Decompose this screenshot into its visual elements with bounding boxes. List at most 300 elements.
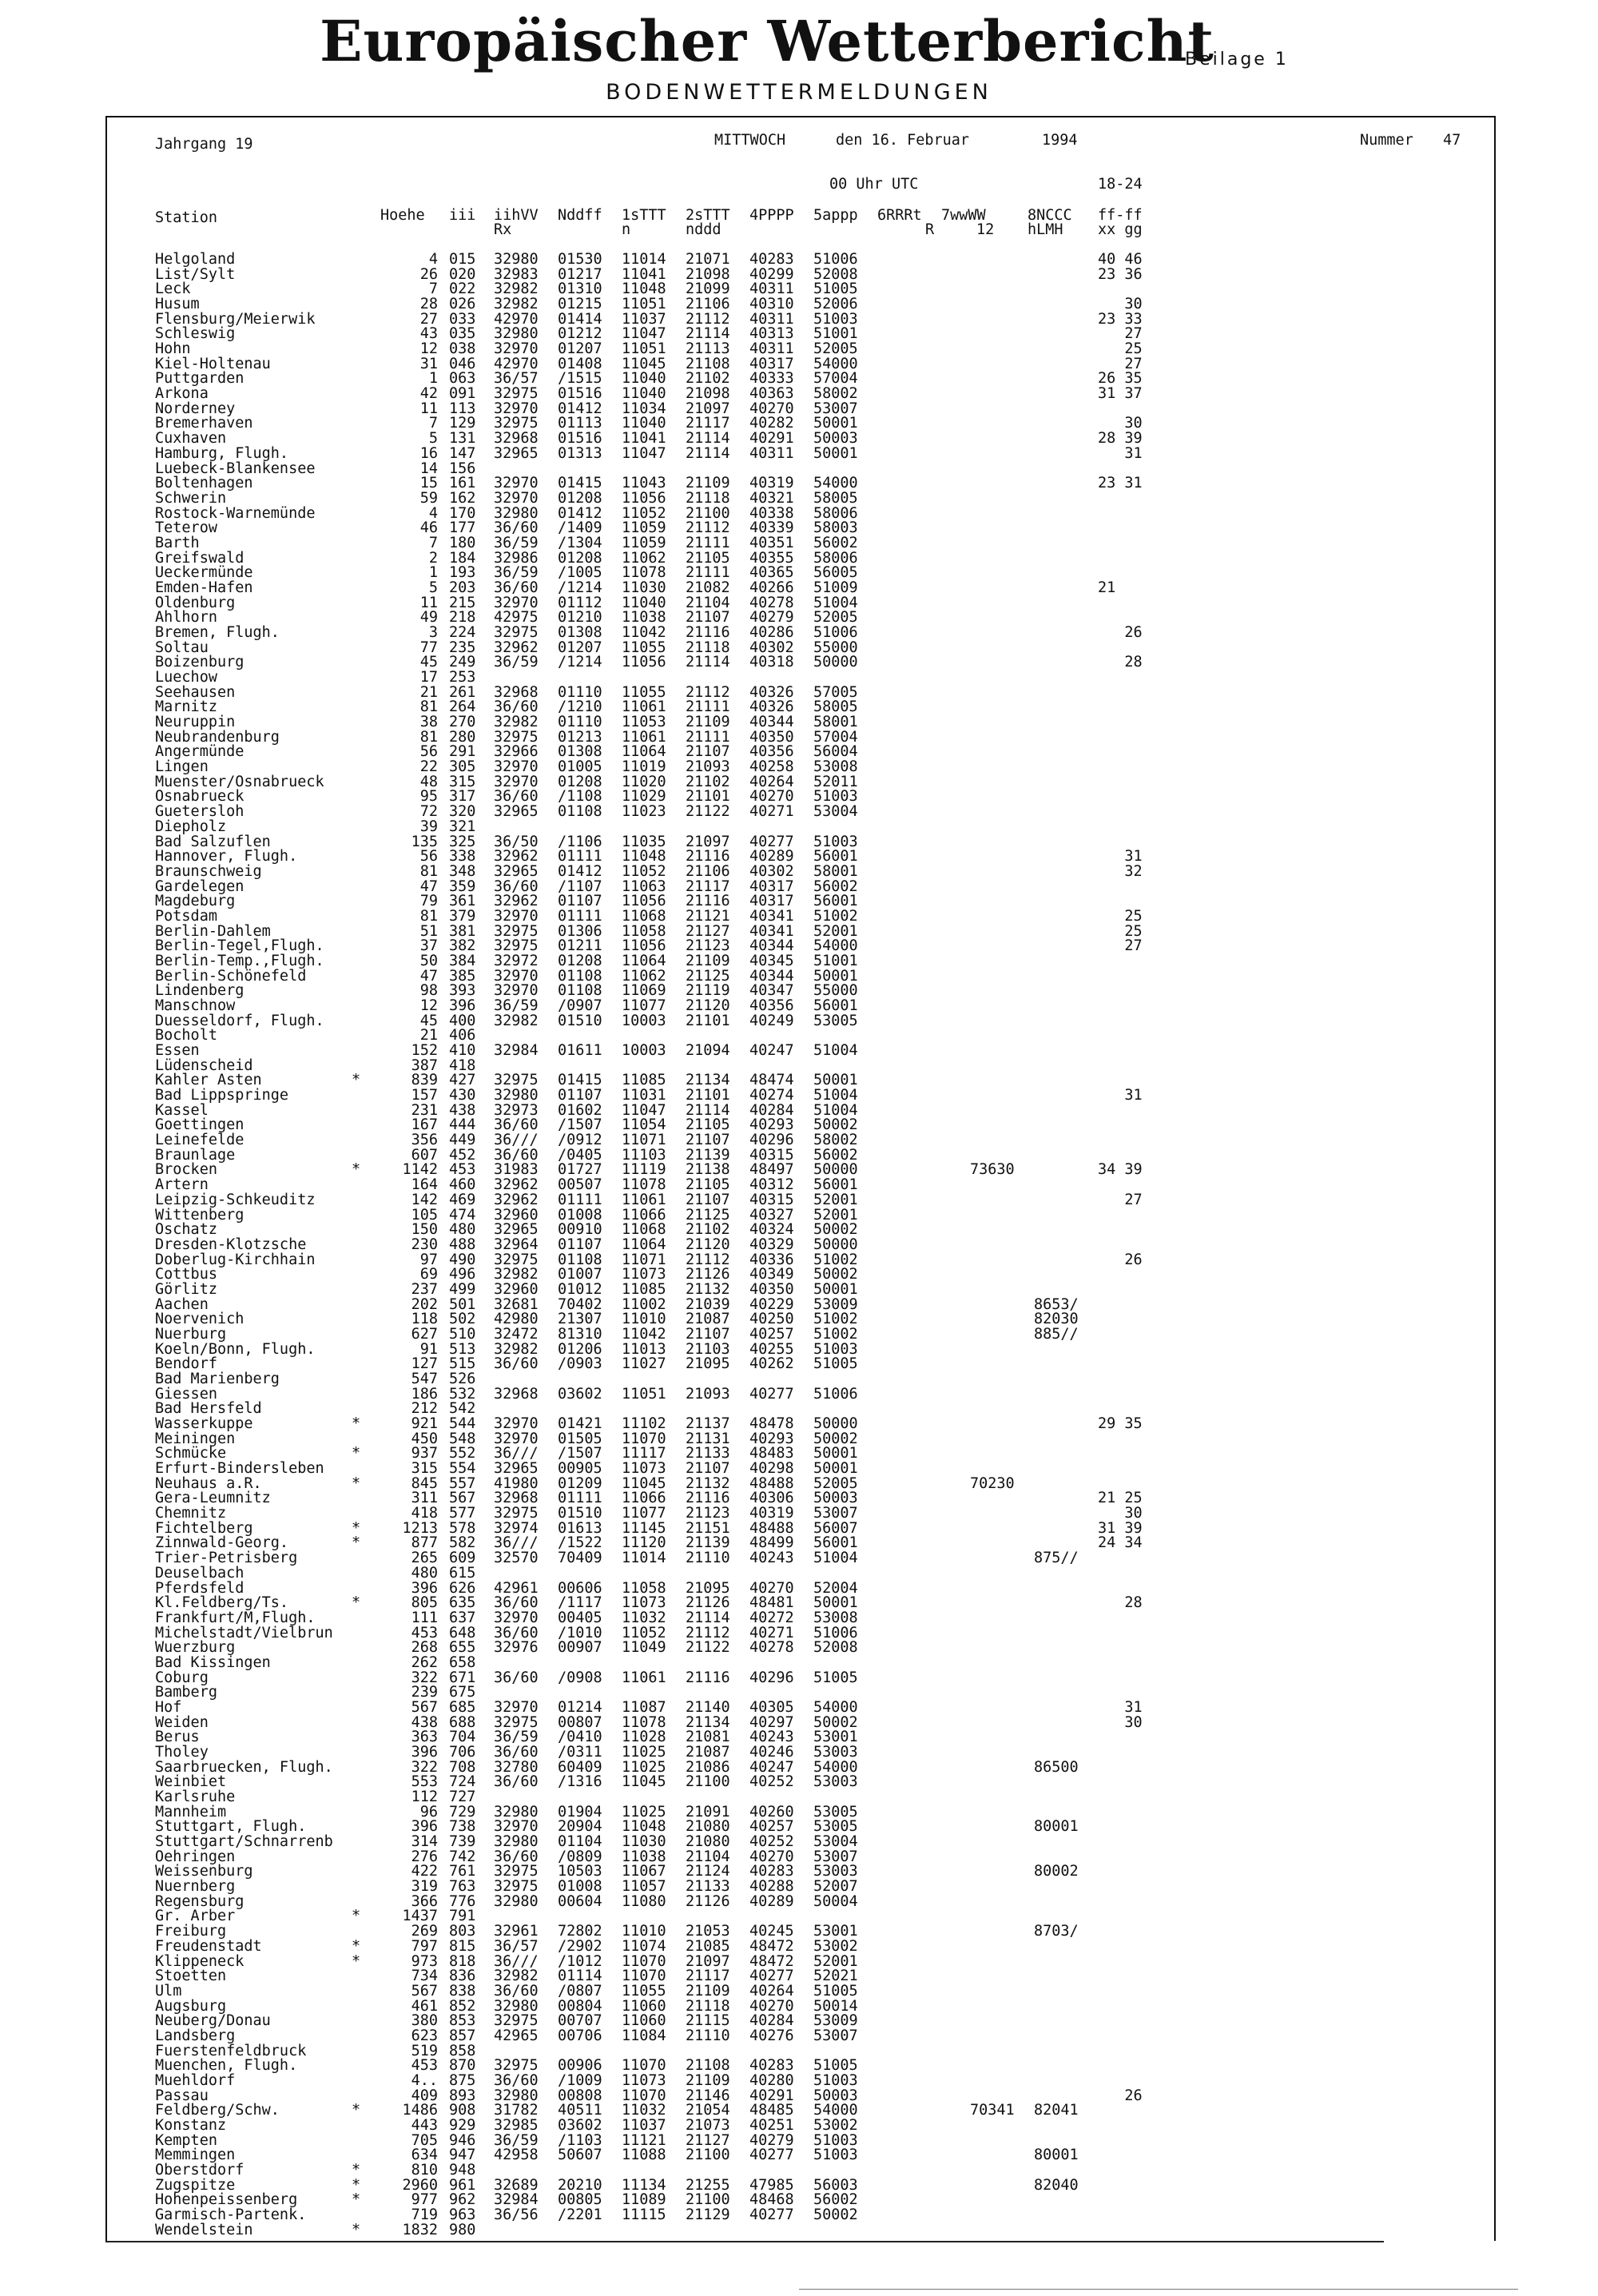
station-name: Saarbruecken, Flugh.	[155, 1758, 333, 1776]
station-name: Kl.Feldberg/Ts.	[155, 1594, 289, 1612]
cell-8nccc: 82030	[1034, 1311, 1079, 1328]
cell-nddff: /1210	[558, 698, 602, 716]
station-index: 658	[449, 1653, 476, 1671]
cell-1sttt: 11061	[622, 1191, 666, 1208]
cell-4pppp: 40283	[749, 251, 794, 268]
cell-8nccc: 8703/	[1034, 1923, 1079, 1940]
station-name: Magdeburg	[155, 893, 236, 910]
cell-2sttt: 21111	[686, 564, 730, 582]
cell-4pppp: 40313	[749, 325, 794, 343]
station-name: Neuberg/Donau	[155, 2012, 271, 2030]
station-name: Soltau	[155, 639, 209, 656]
cell-iihvv: 36/57	[494, 370, 539, 388]
station-name: Wendelstein	[155, 2221, 253, 2238]
cell-nddff: /1012	[558, 1952, 602, 1970]
cell-5appp: 58001	[813, 862, 858, 880]
cell-iihvv: 32970	[494, 1415, 539, 1433]
station-height: 7	[428, 534, 438, 551]
cell-2sttt: 21123	[686, 1505, 730, 1522]
cell-1sttt: 11103	[622, 1146, 666, 1164]
cell-iihvv: 32962	[494, 639, 539, 656]
cell-1sttt: 11052	[622, 862, 666, 880]
station-index: 033	[449, 310, 476, 328]
col-iii: iii	[449, 207, 476, 224]
station-height: 262	[411, 1653, 438, 1671]
cell-nddff: /1117	[558, 1594, 602, 1612]
cell-nddff: 00906	[558, 2057, 602, 2075]
station-name: Flensburg/Meierwik	[155, 310, 316, 328]
cell-ff: 23 36	[1098, 265, 1143, 283]
cell-nddff: 01306	[558, 922, 602, 940]
col-7wwww-sub: 12	[976, 221, 995, 238]
cell-4pppp: 40278	[749, 594, 794, 611]
cell-4pppp: 40270	[749, 1997, 794, 2015]
cell-5appp: 51004	[813, 1042, 858, 1060]
cell-ff: 25	[1098, 907, 1143, 925]
station-index: 320	[449, 803, 476, 821]
cell-4pppp: 40272	[749, 1609, 794, 1626]
cell-4pppp: 40277	[749, 833, 794, 850]
cell-iihvv: 32970	[494, 758, 539, 776]
cell-nddff: 01113	[558, 415, 602, 432]
cell-nddff: 01408	[558, 355, 602, 372]
station-index: 496	[449, 1266, 476, 1283]
cell-iihvv: 32970	[494, 400, 539, 417]
station-name: Arkona	[155, 385, 209, 403]
station-name: Oldenburg	[155, 594, 236, 611]
mountain-mark: *	[352, 1908, 361, 1925]
cell-2sttt: 21097	[686, 1952, 730, 1970]
cell-4pppp: 40333	[749, 370, 794, 388]
station-name: Michelstadt/Vielbrun	[155, 1624, 333, 1641]
cell-5appp: 50004	[813, 1892, 858, 1910]
station-name: Oschatz	[155, 1221, 217, 1239]
cell-2sttt: 21106	[686, 296, 730, 313]
station-index: 444	[449, 1116, 476, 1134]
cell-4pppp: 40291	[749, 430, 794, 448]
cell-5appp: 50000	[813, 1236, 858, 1253]
cell-2sttt: 21098	[686, 385, 730, 403]
cell-2sttt: 21109	[686, 2071, 730, 2089]
cell-5appp: 53007	[813, 1848, 858, 1865]
cell-2sttt: 21114	[686, 430, 730, 448]
cell-4pppp: 40257	[749, 1325, 794, 1343]
cell-5appp: 52005	[813, 609, 858, 627]
cell-8nccc: 80001	[1034, 2147, 1079, 2164]
station-name: List/Sylt	[155, 265, 236, 283]
cell-1sttt: 11060	[622, 1997, 666, 2015]
cell-1sttt: 11088	[622, 2147, 666, 2164]
cell-nddff: 01213	[558, 728, 602, 746]
cell-1sttt: 11085	[622, 1072, 666, 1089]
cell-5appp: 53005	[813, 1803, 858, 1820]
cell-1sttt: 11051	[622, 340, 666, 358]
cell-ff: 26	[1098, 624, 1143, 641]
station-index: 170	[449, 504, 476, 522]
cell-nddff: 72802	[558, 1923, 602, 1940]
station-index: 870	[449, 2057, 476, 2075]
station-name: Bamberg	[155, 1684, 217, 1701]
station-index: 113	[449, 400, 476, 417]
cell-1sttt: 11102	[622, 1415, 666, 1433]
cell-iihvv: 32975	[494, 937, 539, 955]
station-index: 321	[449, 818, 476, 835]
cell-5appp: 53007	[813, 2027, 858, 2044]
station-name: Boltenhagen	[155, 475, 253, 492]
station-name: Greifswald	[155, 549, 244, 567]
station-index: 948	[449, 2162, 476, 2179]
cell-nddff: 01111	[558, 848, 602, 865]
station-height: 387	[411, 1056, 438, 1074]
cell-iihvv: 32970	[494, 1818, 539, 1836]
cell-nddff: 01111	[558, 1191, 602, 1208]
cell-iihvv: 32984	[494, 1042, 539, 1060]
cell-4pppp: 40319	[749, 1505, 794, 1522]
cell-iihvv: 32972	[494, 952, 539, 969]
station-name: Memmingen	[155, 2147, 236, 2164]
station-height: 634	[411, 2147, 438, 2164]
station-name: Gr. Arber	[155, 1908, 236, 1925]
cell-iihvv: 36/59	[494, 654, 539, 671]
cell-1sttt: 11061	[622, 698, 666, 716]
cell-1sttt: 11056	[622, 654, 666, 671]
mountain-mark: *	[352, 1937, 361, 1955]
station-name: Görlitz	[155, 1280, 217, 1298]
station-index: 763	[449, 1878, 476, 1896]
cell-1sttt: 11059	[622, 519, 666, 537]
station-index: 270	[449, 714, 476, 731]
cell-nddff: /1103	[558, 2131, 602, 2149]
cell-4pppp: 40247	[749, 1758, 794, 1776]
cell-ff: 25	[1098, 340, 1143, 358]
cell-5appp: 51003	[813, 310, 858, 328]
col-8nccc-sub: hLMH	[1028, 221, 1063, 238]
mountain-mark: *	[352, 1952, 361, 1970]
cell-1sttt: 11049	[622, 1639, 666, 1657]
cell-5appp: 50002	[813, 1713, 858, 1731]
station-name: Boizenburg	[155, 654, 244, 671]
cell-ff: 28 39	[1098, 430, 1143, 448]
cell-1sttt: 11077	[622, 1505, 666, 1522]
cell-iihvv: 32982	[494, 281, 539, 298]
station-name: Schleswig	[155, 325, 236, 343]
station-height: 42	[419, 385, 438, 403]
cell-1sttt: 11056	[622, 893, 666, 910]
cell-2sttt: 21039	[686, 1295, 730, 1313]
station-index: 838	[449, 1982, 476, 2000]
station-name: Bad Kissingen	[155, 1653, 271, 1671]
cell-ff: 27	[1098, 1191, 1143, 1208]
cell-4pppp: 40326	[749, 698, 794, 716]
station-name: Schwerin	[155, 489, 227, 507]
cell-1sttt: 11019	[622, 758, 666, 776]
cell-5appp: 53007	[813, 400, 858, 417]
cell-2sttt: 21133	[686, 1445, 730, 1462]
station-index: 400	[449, 1012, 476, 1029]
cell-4pppp: 40336	[749, 1251, 794, 1268]
cell-4pppp: 40260	[749, 1803, 794, 1820]
station-height: 230	[411, 1236, 438, 1253]
station-name: Doberlug-Kirchhain	[155, 1251, 316, 1268]
station-name: Meiningen	[155, 1430, 236, 1447]
cell-2sttt: 21091	[686, 1803, 730, 1820]
station-name: Stoetten	[155, 1968, 227, 1985]
supplement-label: Beilage 1	[1185, 50, 1289, 70]
station-name: Puttgarden	[155, 370, 244, 388]
station-name: Deuselbach	[155, 1564, 244, 1582]
cell-4pppp: 40351	[749, 534, 794, 551]
cell-iihvv: 32985	[494, 2117, 539, 2134]
station-name: Gera-Leumnitz	[155, 1490, 271, 1507]
cell-ff: 28	[1098, 1594, 1143, 1612]
station-name: Norderney	[155, 400, 236, 417]
cell-1sttt: 11070	[622, 1968, 666, 1985]
station-index: 548	[449, 1430, 476, 1447]
cell-4pppp: 40317	[749, 355, 794, 372]
cell-4pppp: 40243	[749, 1550, 794, 1567]
cell-5appp: 56002	[813, 2191, 858, 2209]
cell-nddff: 00706	[558, 2027, 602, 2044]
station-index: 963	[449, 2206, 476, 2224]
cell-5appp: 51002	[813, 1325, 858, 1343]
cell-1sttt: 11025	[622, 1744, 666, 1761]
station-height: 142	[411, 1191, 438, 1208]
cell-5appp: 51006	[813, 624, 858, 641]
cell-5appp: 52006	[813, 296, 858, 313]
cell-4pppp: 40255	[749, 1340, 794, 1358]
station-index: 348	[449, 862, 476, 880]
station-name: Brocken	[155, 1161, 217, 1179]
station-height: 5	[428, 579, 438, 596]
station-name: Osnabrueck	[155, 788, 244, 806]
cell-ff: 40 46	[1098, 251, 1143, 268]
station-name: Noervenich	[155, 1311, 244, 1328]
cell-nddff: 01412	[558, 862, 602, 880]
station-index: 317	[449, 788, 476, 806]
station-height: 627	[411, 1325, 438, 1343]
station-name: Leinefelde	[155, 1132, 244, 1149]
cell-2sttt: 21112	[686, 310, 730, 328]
cell-2sttt: 21093	[686, 1385, 730, 1403]
cell-2sttt: 21081	[686, 1729, 730, 1746]
cell-4pppp: 40311	[749, 444, 794, 462]
cell-iihvv: 42958	[494, 2147, 539, 2164]
cell-iihvv: 32962	[494, 1191, 539, 1208]
cell-2sttt: 21102	[686, 370, 730, 388]
cell-iihvv: 32970	[494, 340, 539, 358]
station-index: 688	[449, 1713, 476, 1731]
cell-8nccc: 885//	[1034, 1325, 1079, 1343]
cell-4pppp: 40286	[749, 624, 794, 641]
cell-2sttt: 21134	[686, 1072, 730, 1089]
cell-nddff: /1010	[558, 1624, 602, 1641]
cell-nddff: 00808	[558, 2087, 602, 2104]
cell-5appp: 58006	[813, 504, 858, 522]
station-height: 59	[419, 489, 438, 507]
cell-4pppp: 40258	[749, 758, 794, 776]
cell-nddff: 01110	[558, 683, 602, 701]
station-index: 567	[449, 1490, 476, 1507]
cell-nddff: 01005	[558, 758, 602, 776]
cell-iihvv: 42970	[494, 355, 539, 372]
cell-2sttt: 21094	[686, 1042, 730, 1060]
cell-5appp: 56001	[813, 1534, 858, 1552]
cell-2sttt: 21080	[686, 1833, 730, 1851]
cell-5appp: 53009	[813, 1295, 858, 1313]
station-name: Luebeck-Blankensee	[155, 460, 316, 477]
station-index: 361	[449, 893, 476, 910]
cell-iihvv: 32980	[494, 1833, 539, 1851]
cell-4pppp: 40355	[749, 549, 794, 567]
station-name: Fichtelberg	[155, 1519, 253, 1537]
cell-1sttt: 11048	[622, 1818, 666, 1836]
cell-5appp: 58006	[813, 549, 858, 567]
cell-4pppp: 48474	[749, 1072, 794, 1089]
cell-1sttt: 11040	[622, 385, 666, 403]
cell-1sttt: 11020	[622, 773, 666, 790]
station-index: 544	[449, 1415, 476, 1433]
cell-1sttt: 11078	[622, 1176, 666, 1194]
cell-iihvv: 32975	[494, 385, 539, 403]
station-index: 218	[449, 609, 476, 627]
station-index: 385	[449, 967, 476, 985]
cell-nddff: 01412	[558, 400, 602, 417]
cell-nddff: 01107	[558, 1087, 602, 1104]
cell-4pppp: 40229	[749, 1295, 794, 1313]
cell-2sttt: 21097	[686, 833, 730, 850]
station-index: 381	[449, 922, 476, 940]
station-height: 567	[411, 1982, 438, 2000]
cell-8nccc: 875//	[1034, 1550, 1079, 1567]
cell-iihvv: 36/60	[494, 1744, 539, 1761]
cell-iihvv: 32962	[494, 893, 539, 910]
station-index: 022	[449, 281, 476, 298]
col-iihvv-sub: Rx	[494, 221, 512, 238]
cell-nddff: /2201	[558, 2206, 602, 2224]
station-height: 937	[411, 1445, 438, 1462]
cell-iihvv: 36/60	[494, 1355, 539, 1373]
cell-4pppp: 40356	[749, 997, 794, 1014]
cell-iihvv: 36/59	[494, 1729, 539, 1746]
cell-2sttt: 21086	[686, 1758, 730, 1776]
station-height: 28	[419, 296, 438, 313]
station-index: 742	[449, 1848, 476, 1865]
cell-2sttt: 21108	[686, 2057, 730, 2075]
station-height: 921	[411, 1415, 438, 1433]
cell-5appp: 51002	[813, 1251, 858, 1268]
station-name: Potsdam	[155, 907, 217, 925]
col-nddff: Nddff	[558, 207, 602, 224]
cell-1sttt: 11041	[622, 430, 666, 448]
cell-nddff: 01215	[558, 296, 602, 313]
cell-iihvv: 32980	[494, 1997, 539, 2015]
station-name: Seehausen	[155, 683, 236, 701]
cell-iihvv: 36/60	[494, 519, 539, 537]
station-height: 56	[419, 848, 438, 865]
cell-iihvv: 36///	[494, 1445, 539, 1462]
col-7wwww: 7wwWW	[941, 207, 986, 224]
cell-1sttt: 11002	[622, 1295, 666, 1313]
station-index: 671	[449, 1669, 476, 1686]
cell-nddff: 00807	[558, 1713, 602, 1731]
cell-7wwww: 70230	[970, 1474, 1015, 1492]
cell-ff: 30	[1098, 1505, 1143, 1522]
cell-1sttt: 11042	[622, 624, 666, 641]
cell-5appp: 54000	[813, 355, 858, 372]
station-index: 685	[449, 1698, 476, 1716]
cell-nddff: 00804	[558, 1997, 602, 2015]
cell-1sttt: 11064	[622, 743, 666, 761]
station-name: Bocholt	[155, 1027, 217, 1045]
cell-4pppp: 40291	[749, 2087, 794, 2104]
station-height: 461	[411, 1997, 438, 2015]
cell-iihvv: 32974	[494, 1519, 539, 1537]
station-index: 460	[449, 1176, 476, 1194]
station-height: 973	[411, 1952, 438, 1970]
cell-nddff: 01108	[558, 1251, 602, 1268]
cell-8nccc: 82041	[1034, 2102, 1079, 2119]
cell-iihvv: 32681	[494, 1295, 539, 1313]
station-index: 235	[449, 639, 476, 656]
cell-4pppp: 40299	[749, 265, 794, 283]
station-index: 836	[449, 1968, 476, 1985]
wind-period: 18-24	[1098, 176, 1143, 193]
station-index: 359	[449, 877, 476, 895]
station-height: 567	[411, 1698, 438, 1716]
cell-5appp: 51002	[813, 1311, 858, 1328]
cell-iihvv: 36/60	[494, 1146, 539, 1164]
cell-iihvv: 32982	[494, 1968, 539, 1985]
cell-2sttt: 21113	[686, 340, 730, 358]
station-index: 452	[449, 1146, 476, 1164]
station-name: Giessen	[155, 1385, 217, 1403]
cell-2sttt: 21116	[686, 624, 730, 641]
station-height: 276	[411, 1848, 438, 1865]
cell-4pppp: 40243	[749, 1729, 794, 1746]
cell-4pppp: 40350	[749, 728, 794, 746]
mountain-mark: *	[352, 1474, 361, 1492]
cell-1sttt: 11070	[622, 2057, 666, 2075]
station-index: 261	[449, 683, 476, 701]
station-height: 231	[411, 1101, 438, 1119]
cell-iihvv: 42975	[494, 609, 539, 627]
station-height: 157	[411, 1087, 438, 1104]
cell-5appp: 56007	[813, 1519, 858, 1537]
station-height: 519	[411, 2042, 438, 2059]
station-height: 72	[419, 803, 438, 821]
cell-2sttt: 21114	[686, 1101, 730, 1119]
cell-4pppp: 40350	[749, 1280, 794, 1298]
station-name: Freiburg	[155, 1923, 227, 1940]
cell-4pppp: 48478	[749, 1415, 794, 1433]
bottom-rule-faint	[799, 2289, 1518, 2290]
col-hoehe: Hoehe	[380, 207, 425, 224]
station-name: Karlsruhe	[155, 1789, 236, 1806]
cell-iihvv: 32970	[494, 967, 539, 985]
cell-2sttt: 21107	[686, 609, 730, 627]
station-height: 26	[419, 265, 438, 283]
cell-iihvv: 32960	[494, 1206, 539, 1224]
cell-2sttt: 21082	[686, 579, 730, 596]
station-name: Leipzig-Schkeuditz	[155, 1191, 316, 1208]
station-height: 2960	[402, 2176, 438, 2194]
cell-iihvv: 36/60	[494, 1116, 539, 1134]
station-name: Bremen, Flugh.	[155, 624, 280, 641]
cell-iihvv: 32968	[494, 1385, 539, 1403]
station-index: 474	[449, 1206, 476, 1224]
station-index: 091	[449, 385, 476, 403]
cell-4pppp: 40279	[749, 2131, 794, 2149]
